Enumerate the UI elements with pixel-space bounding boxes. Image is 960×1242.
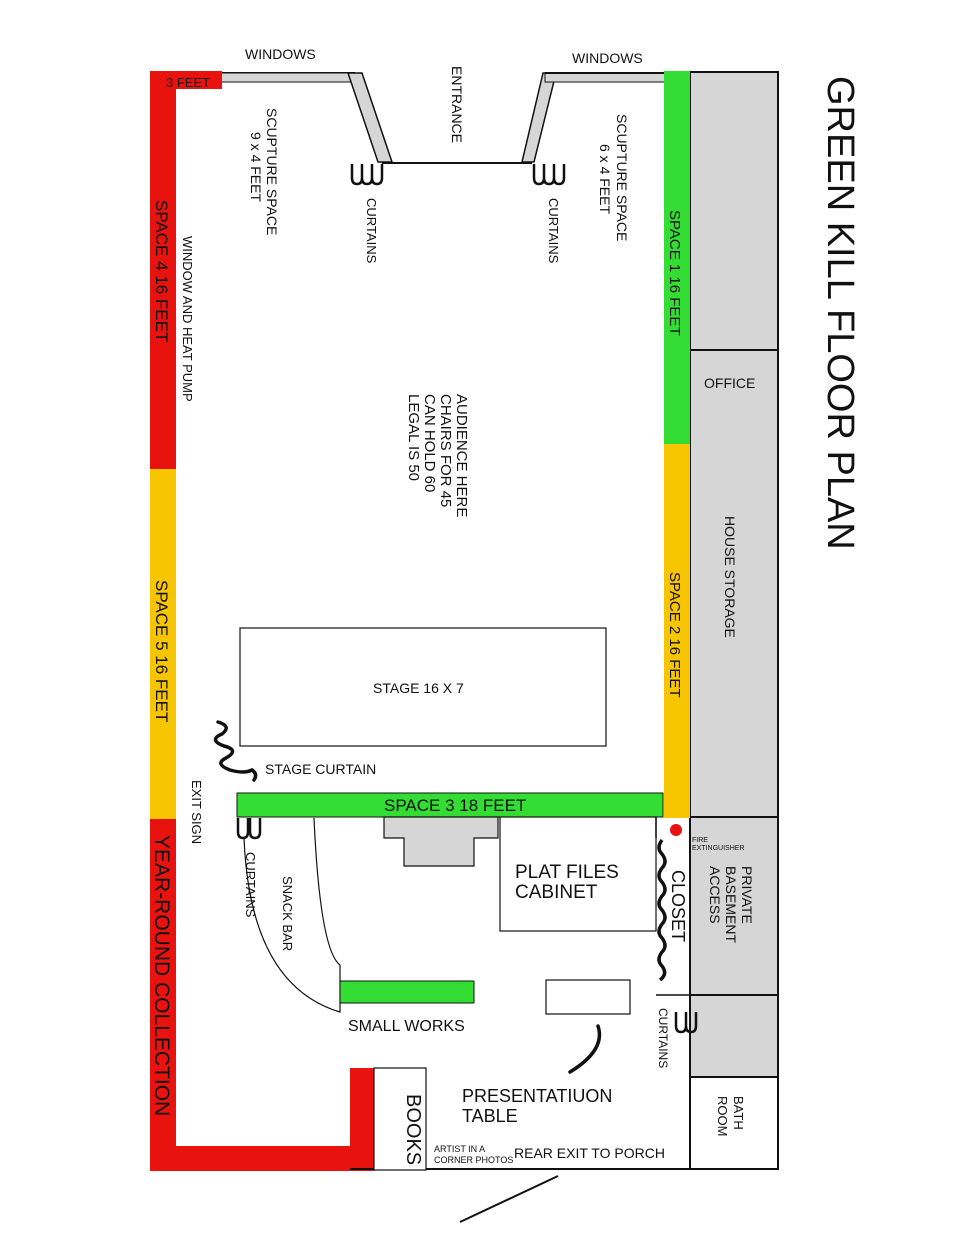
label-sculpture-right-2: 6 x 4 FEET — [597, 144, 613, 215]
label-bathroom-1: BATH — [731, 1096, 746, 1130]
label-sculpture-left-2: 9 x 4 FEET — [248, 132, 264, 203]
window-right-bar — [545, 73, 665, 82]
label-books: BOOKS — [402, 1094, 424, 1166]
label-fire-extinguisher-2: EXTINGUISHER — [692, 845, 745, 852]
label-small-works: SMALL WORKS — [348, 1018, 465, 1035]
label-sculpture-left-1: SCUPTURE SPACE — [264, 108, 280, 236]
label-bathroom-2: ROOM — [715, 1096, 730, 1137]
small-works-bar — [340, 981, 474, 1003]
label-rear-exit: REAR EXIT TO PORCH — [514, 1145, 665, 1161]
label-exit-sign: EXIT SIGN — [189, 780, 204, 845]
label-window-heat-pump: WINDOW AND HEAT PUMP — [180, 236, 195, 402]
label-presentation-2: TABLE — [462, 1106, 518, 1126]
curtain-entrance-left — [352, 164, 382, 184]
label-office: OFFICE — [704, 375, 756, 391]
closet-curtain-squiggle — [659, 840, 665, 980]
label-entrance: ENTRANCE — [449, 66, 465, 144]
label-stage: STAGE 16 X 7 — [373, 680, 464, 696]
label-basement-1: PRIVATE — [739, 866, 755, 924]
label-audience-2: CHAIRS FOR 45 — [437, 394, 454, 508]
label-audience-4: LEGAL IS 50 — [405, 394, 422, 481]
plan-title: GREEN KILL FLOOR PLAN — [819, 76, 861, 550]
label-year-round: YEAR-ROUND COLLECTION — [150, 835, 173, 1117]
label-presentation-1: PRESENTATIUON — [462, 1086, 613, 1106]
label-space-2: SPACE 2 16 FEET — [666, 572, 683, 698]
office-room — [690, 72, 778, 817]
label-curtains-front-right: CURTAINS — [546, 198, 561, 264]
presentation-table-rect — [546, 980, 630, 1014]
label-space-5: SPACE 5 16 FEET — [152, 580, 171, 723]
label-sculpture-right-1: SCUPTURE SPACE — [614, 114, 630, 242]
curtain-entrance-right — [534, 164, 564, 184]
presentation-arc — [570, 1026, 599, 1072]
door-swing-line — [460, 1176, 558, 1222]
gray-fixture — [384, 817, 498, 866]
label-space-1: SPACE 1 16 FEET — [666, 210, 683, 336]
window-right-angle — [522, 73, 556, 162]
label-space-4: SPACE 4 16 FEET — [152, 200, 171, 343]
label-plat-files-1: PLAT FILES — [515, 862, 619, 883]
label-curtains-front-left: CURTAINS — [364, 198, 379, 264]
label-audience-3: CAN HOLD 60 — [421, 394, 438, 493]
label-audience-1: AUDIENCE HERE — [453, 394, 470, 518]
label-windows-left: WINDOWS — [245, 46, 316, 62]
label-artist-corner-1: ARTIST IN A — [434, 1144, 486, 1154]
fire-extinguisher-marker — [670, 824, 682, 836]
label-curtains-back-right: CURTAINS — [656, 1008, 670, 1069]
label-3-feet: 3 FEET — [166, 75, 211, 90]
label-artist-corner-2: CORNER PHOTOS — [434, 1155, 514, 1165]
window-left-angle — [348, 73, 392, 162]
year-round-bottom-bar — [150, 1146, 364, 1171]
label-house-storage: HOUSE STORAGE — [722, 516, 738, 638]
label-basement-2: BASEMENT — [723, 866, 739, 944]
label-closet: CLOSET — [668, 870, 688, 943]
label-plat-files-2: CABINET — [515, 882, 598, 903]
label-stage-curtain: STAGE CURTAIN — [265, 761, 377, 777]
label-curtains-back-left: CURTAINS — [243, 852, 258, 918]
label-snack-bar: SNACK BAR — [280, 876, 295, 952]
gray-block-lower — [690, 995, 778, 1077]
label-fire-extinguisher-1: FIRE — [692, 837, 708, 844]
label-space-3: SPACE 3 18 FEET — [384, 796, 527, 815]
label-basement-3: ACCESS — [707, 866, 723, 924]
books-red-bar — [350, 1068, 374, 1171]
curtain-back-left — [238, 818, 260, 838]
label-windows-right: WINDOWS — [572, 50, 643, 66]
window-left-bar — [220, 73, 355, 82]
